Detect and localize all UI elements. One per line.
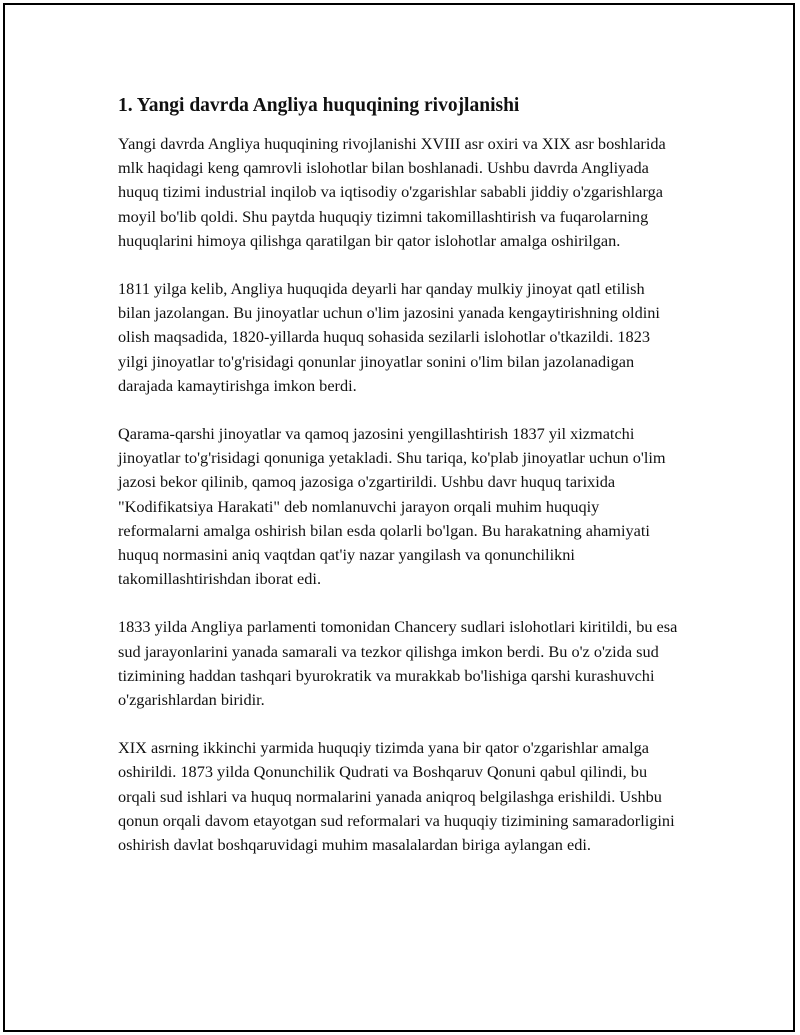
paragraph-chancery: 1833 yilda Angliya parlamenti tomonidan Chancery sudlari islohotlari kiritildi, bu esa sud jarayonlarini yanada samarali va tezkor qilishga imkon berdi. Bu o'z o'zida sud tizimining haddan tashqari byurokratik va murakkab bo'lishiga qarshi kurashuvchi o'zgarishlardan biridir. xyxy=(118,617,678,710)
document-body xyxy=(118,93,678,881)
paragraph-19th-century: XIX asrning ikkinchi yarmida huquqiy tizimda yana bir qator o'zgarishlar amalga oshirildi. 1873 yilda Qonunchilik Qudrati va Boshqaruv Qonuni qabul qilindi, bu orqali sud ishlari va huquq normalarini yanada aniqroq belgilashga erishildi. Ushbu qonun orqali davom etayotgan sud reformalari va huquqiy tizimining samaradorligini oshirish davlat boshqaruvidagi muhim masalalardan biriga aylangan edi. xyxy=(118,738,675,855)
paragraph-intro: Yangi davrda Angliya huquqining rivojlanishi XVIII asr oxiri va XIX asr boshlarida mlk haqidagi keng qamrovli islohotlar bilan boshlanadi. Ushbu davrda Angliyada huquq tizimi industrial inqilob va iqtisodiy o'zgarishlar sababli jiddiy o'zgarishlarga moyil bo'lib qoldi. Shu paytda huquqiy tizimni takomillashtirish va fuqarolarning huquqlarini himoya qilishga qaratilgan bir qator islohotlar amalga oshirilgan. xyxy=(118,134,666,250)
paragraph-1811: 1811 yilga kelib, Angliya huquqida deyarli har qanday mulkiy jinoyat qatl etilish bilan jazolangan. Bu jinoyatlar uchun o'lim jazosini yanada kengaytirishning oldini olish maqsadida, 1820-yillarda huquq sohasida sezilarli islohotlar o'tkazildi. 1823 yilgi jinoyatlar to'g'risidagi qonunlar jinoyatlar sonini o'lim bilan jazolanadigan darajada kamaytirishga imkon berdi. xyxy=(118,279,660,395)
section-heading: 1. Yangi davrda Angliya huquqining rivojlanishi xyxy=(118,95,520,116)
paragraph-codification: Qarama-qarshi jinoyatlar va qamoq jazosini yengillashtirish 1837 yil xizmatchi jinoyatlar to'g'risidagi qonuniga yetakladi. Shu tariqa, ko'plab jinoyatlar uchun o'lim jazosi bekor qilinib, qamoq jazosiga o'zgartirildi. Ushbu davr huquq tarixida "Kodifikatsiya Harakati" deb nomlanuvchi jarayon orqali muhim huquqiy reformalarni amalga oshirish bilan esda qolarli bo'lgan. Bu harakatning ahamiyati huquq normasini aniq vaqtdan qat'iy nazar yangilash va qonunchilikni takomillashtirishdan iborat edi. xyxy=(118,424,666,589)
